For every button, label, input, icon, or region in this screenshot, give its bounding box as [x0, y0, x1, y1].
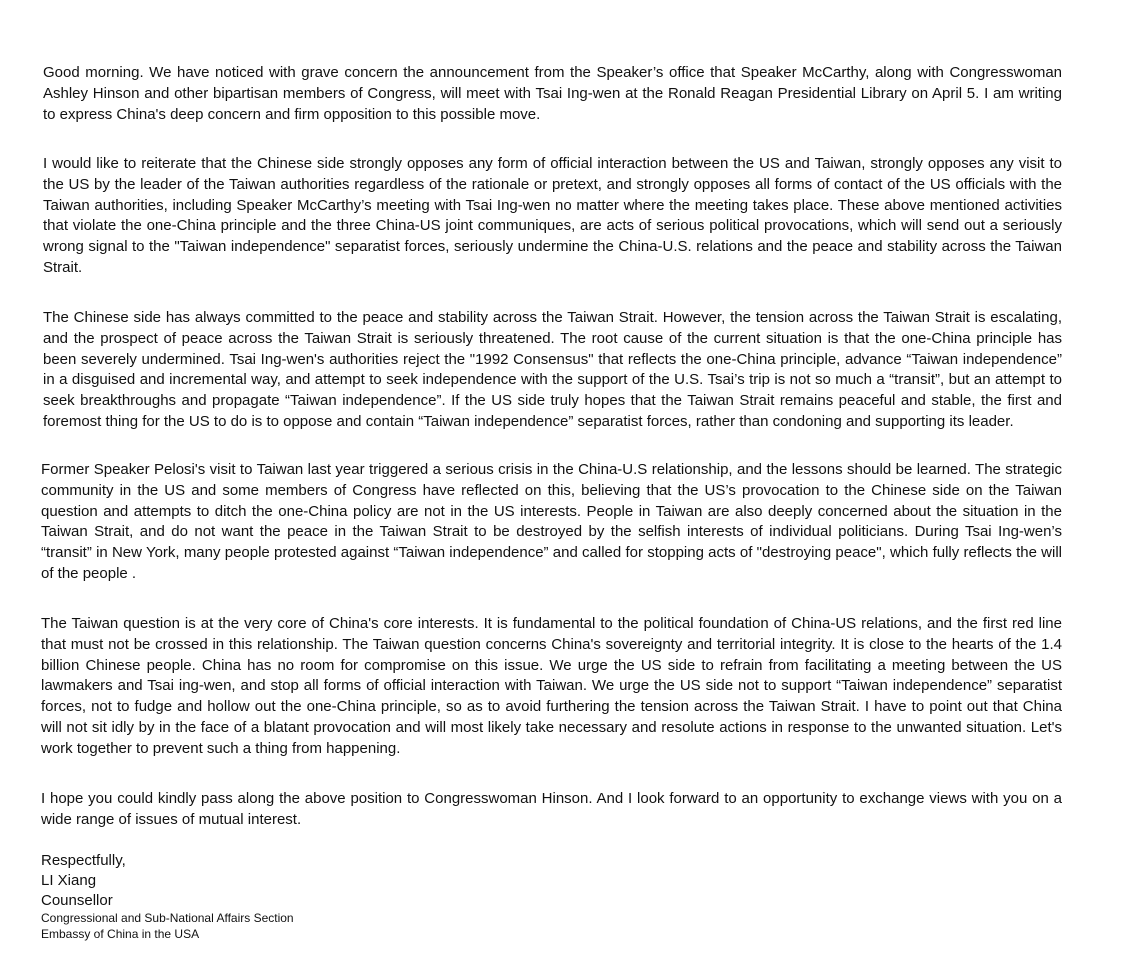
paragraph-peace-stability: The Chinese side has always committed to the peace and stability across the Taiwan Strait. However, the tension across the Taiwan Strait is escalating, and the prospect of peace across the Taiwan Strait is seriously threatened. The root cause of the current situation is that the one-China principle has been severely undermined. Tsai Ing-wen's authorities reject the "1992 Consensus" that reflects the one-China principle, advance “Taiwan independence” in a disguised and incremental way, and attempt to seek independence with the support of the U.S. Tsai’s trip is not so much a “transit”, but an attempt to seek breakthroughs and propagate “Taiwan independence”. If the US side truly hopes that the Taiwan Strait remains peaceful and stable, the first and foremost thing for the US to do is to oppose and contain “Taiwan independence” separatist forces, rather than condoning and supporting its leader. [43, 309, 1062, 430]
signature-name: LI Xiang [41, 872, 97, 889]
signature-closing: Respectfully, [41, 852, 126, 869]
signature-section: Congressional and Sub-National Affairs Section [41, 911, 294, 925]
signature-title: Counsellor [41, 892, 113, 909]
paragraph-opposition: I would like to reiterate that the Chinese side strongly opposes any form of official interaction between the US and Taiwan, strongly opposes any visit to the US by the leader of the Taiwan authorities regardless of the rationale or pretext, and strongly opposes all forms of contact of the US officials with the Taiwan authorities, including Speaker McCarthy’s meeting with Tsai Ing-wen no matter where the meeting takes place. These above mentioned activities that violate the one-China principle and the three China-US joint communiques, are acts of serious political provocations, which will send out a seriously wrong signal to the "Taiwan independence" separatist forces, seriously undermine the China-U.S. relations and the peace and stability across the Taiwan Strait. [43, 155, 1062, 276]
paragraph-core-interests: The Taiwan question is at the very core of China's core interests. It is fundamental to the political foundation of China-US relations, and the first red line that must not be crossed in this relationship. The Taiwan question concerns China's sovereignty and territorial integrity. It is close to the hearts of the 1.4 billion Chinese people. China has no room for compromise on this issue. We urge the US side to refrain from facilitating a meeting between the US lawmakers and Tsai ing-wen, and stop all forms of official interaction with Taiwan. We urge the US side not to support “Taiwan independence” separatist forces, not to fudge and hollow out the one-China principle, so as to avoid furthering the tension across the Taiwan Strait. I have to point out that China will not sit idly by in the face of a blatant provocation and will most likely take necessary and resolute actions in response to the unwanted situation. Let's work together to prevent such a thing from happening. [41, 615, 1062, 757]
signature-block [41, 851, 441, 942]
signature-organization: Embassy of China in the USA [41, 926, 200, 941]
paragraph-pelosi-visit: Former Speaker Pelosi's visit to Taiwan last year triggered a serious crisis in the China-U.S relationship, and the lessons should be learned. The strategic community in the US and some members of Congress have reflected on this, believing that the US’s provocation to the Chinese side on the Taiwan question and attempts to ditch the one-China policy are not in the US interests. People in Taiwan are also deeply concerned about the situation in the Taiwan Strait, and do not want the peace in the Taiwan Strait to be destroyed by the selfish interests of individual politicians. During Tsai Ing-wen’s “transit” in New York, many people protested against “Taiwan independence” and called for stopping acts of "destroying peace", which fully reflects the will of the people . [41, 461, 1062, 582]
paragraph-opening: Good morning. We have noticed with grave concern the announcement from the Speaker’s office that Speaker McCarthy, along with Congresswoman Ashley Hinson and other bipartisan members of Congress, will meet with Tsai Ing-wen at the Ronald Reagan Presidential Library on April 5. I am writing to express China's deep concern and firm opposition to this possible move. [43, 64, 1062, 123]
paragraph-closing-request: I hope you could kindly pass along the above position to Congresswoman Hinson. And I look forward to an opportunity to exchange views with you on a wide range of issues of mutual interest. [41, 790, 1062, 828]
